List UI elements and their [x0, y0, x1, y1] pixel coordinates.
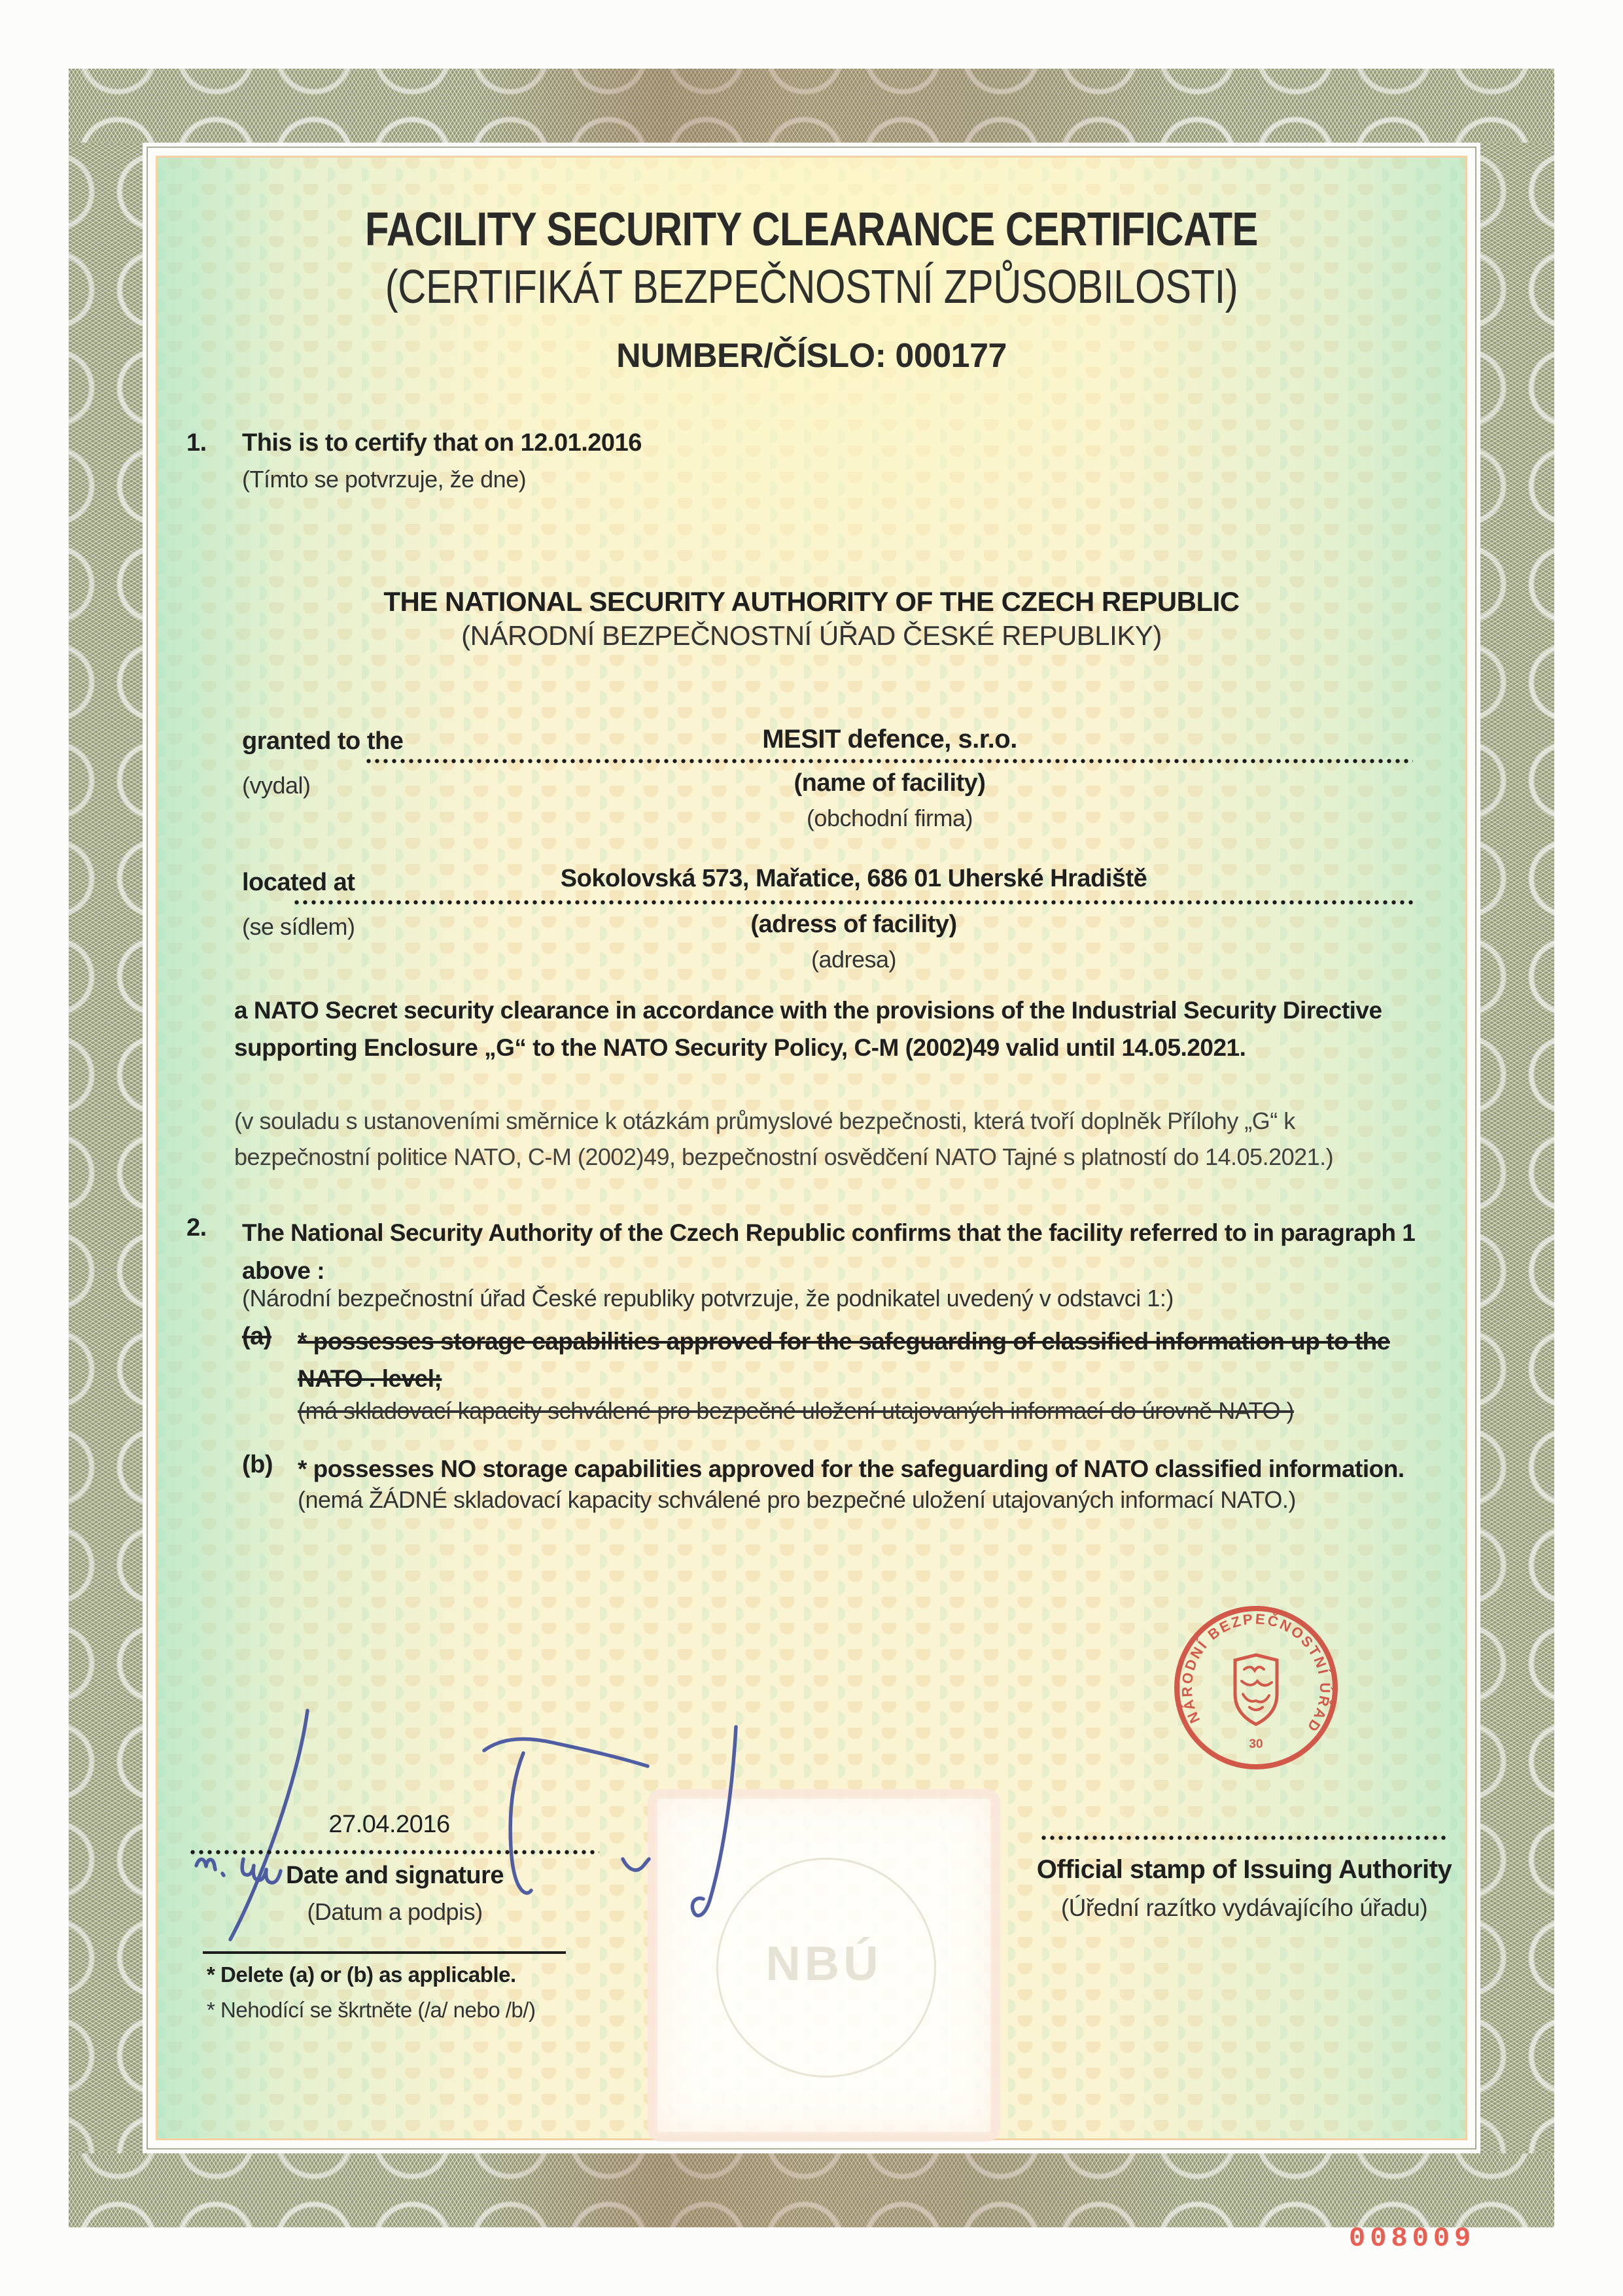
signature-dotted-line — [190, 1850, 599, 1854]
granted-caption-cs: (obchodní firma) — [806, 805, 973, 831]
footnote-2: * Nehodící se škrtněte (/a/ nebo /b/) — [207, 1998, 536, 2022]
para2-text-cs: (Národní bezpečnostní úřad České republiky potvrzuje, že podnikatel uvedený v odstavci 1:) — [242, 1285, 1174, 1312]
para1-line-en: This is to certify that on 12.01.2016 — [242, 429, 642, 457]
granted-caption-en: (name of facility) — [794, 769, 986, 797]
certificate-number: NUMBER/ČÍSLO: 000177 — [616, 337, 1007, 375]
certificate-title: FACILITY SECURITY CLEARANCE CERTIFICATE — [364, 203, 1259, 256]
red-seal-ring-text: NÁRODNÍ BEZPEČNOSTNÍ ÚŘAD — [1178, 1610, 1334, 1737]
signature-label-en: Date and signature — [285, 1862, 504, 1889]
item-b-label: (b) — [242, 1451, 273, 1478]
guilloche-border-right — [1480, 143, 1554, 2153]
serial-number: 008009 — [1349, 2223, 1476, 2254]
guilloche-border-top — [69, 69, 1554, 143]
granted-dotted-line — [366, 759, 1413, 763]
clearance-text-en: a NATO Secret security clearance in accordance with the provisions of the Industrial Security Directive supporting Enclosure „G“ to the NATO Security Policy, C-M (2002)49 valid until 14.05.2021. — [234, 997, 1382, 1061]
granted-value: MESIT defence, s.r.o. — [762, 725, 1017, 754]
granted-label-en: granted to the — [242, 727, 404, 755]
authority-name-en: THE NATIONAL SECURITY AUTHORITY OF THE CZECH REPUBLIC — [383, 586, 1240, 617]
located-caption-cs: (adresa) — [811, 946, 897, 973]
para2-number: 2. — [186, 1214, 207, 1242]
guilloche-border-bottom — [69, 2153, 1554, 2227]
para1-line-cs: (Tímto se potvrzuje, že dne) — [242, 466, 527, 493]
item-a-text-cs: (má skladovací kapacity schválené pro bezpečné uložení utajovaných informací do úrovně NATO ) — [298, 1397, 1294, 1424]
red-seal — [1172, 1604, 1340, 1771]
item-b-text-cs: (nemá ŽÁDNÉ skladovací kapacity schválené pro bezpečné uložení utajovaných informací NATO.) — [298, 1486, 1296, 1513]
signature-date: 27.04.2016 — [328, 1811, 450, 1838]
located-label-cs: (se sídlem) — [242, 913, 355, 940]
lion-emblem — [1242, 1667, 1272, 1710]
item-a-text-en: * possesses storage capabilities approved for the safeguarding of classified information up to the NATO . level; — [298, 1328, 1390, 1392]
footnote-rule — [203, 1951, 566, 1954]
item-b-text-en: * possesses NO storage capabilities approved for the safeguarding of NATO classified information. — [298, 1455, 1405, 1482]
red-seal-number: 30 — [1249, 1737, 1263, 1751]
guilloche-border-left — [69, 143, 143, 2153]
stamp-label-cs: (Úřední razítko vydávajícího úřadu) — [1060, 1894, 1428, 1921]
certificate-subtitle: (CERTIFIKÁT BEZPEČNOSTNÍ ZPŮSOBILOSTI) — [385, 261, 1238, 313]
authority-name-cs: (NÁRODNÍ BEZPEČNOSTNÍ ÚŘAD ČESKÉ REPUBLIKY) — [461, 620, 1162, 651]
stamp-dotted-line — [1041, 1835, 1447, 1840]
footnote-1: * Delete (a) or (b) as applicable. — [207, 1962, 516, 1987]
granted-label-cs: (vydal) — [242, 772, 311, 799]
located-dotted-line — [294, 900, 1413, 905]
stamp-label-en: Official stamp of Issuing Authority — [1036, 1855, 1452, 1884]
located-label-en: located at — [242, 869, 355, 896]
para1-number: 1. — [186, 429, 207, 457]
located-caption-en: (adress of facility) — [750, 911, 957, 938]
para2-text-en: The National Security Authority of the Czech Republic confirms that the facility referred to in paragraph 1 above : — [242, 1219, 1416, 1284]
signature-label-cs: (Datum a podpis) — [307, 1898, 483, 1925]
item-a-label: (a) — [242, 1323, 271, 1350]
located-value: Sokolovská 573, Mařatice, 686 01 Uherské Hradiště — [560, 865, 1147, 892]
embossed-seal-text: NBÚ — [765, 1936, 882, 1991]
clearance-text-cs: (v souladu s ustanoveními směrnice k otázkám průmyslové bezpečnosti, která tvoří doplněk Přílohy „G“ k bezpečnostní politice NATO, C-M (2002)49, bezpečnostní osvědčení NATO Tajné s platností do 14.05.2021.) — [234, 1107, 1334, 1170]
